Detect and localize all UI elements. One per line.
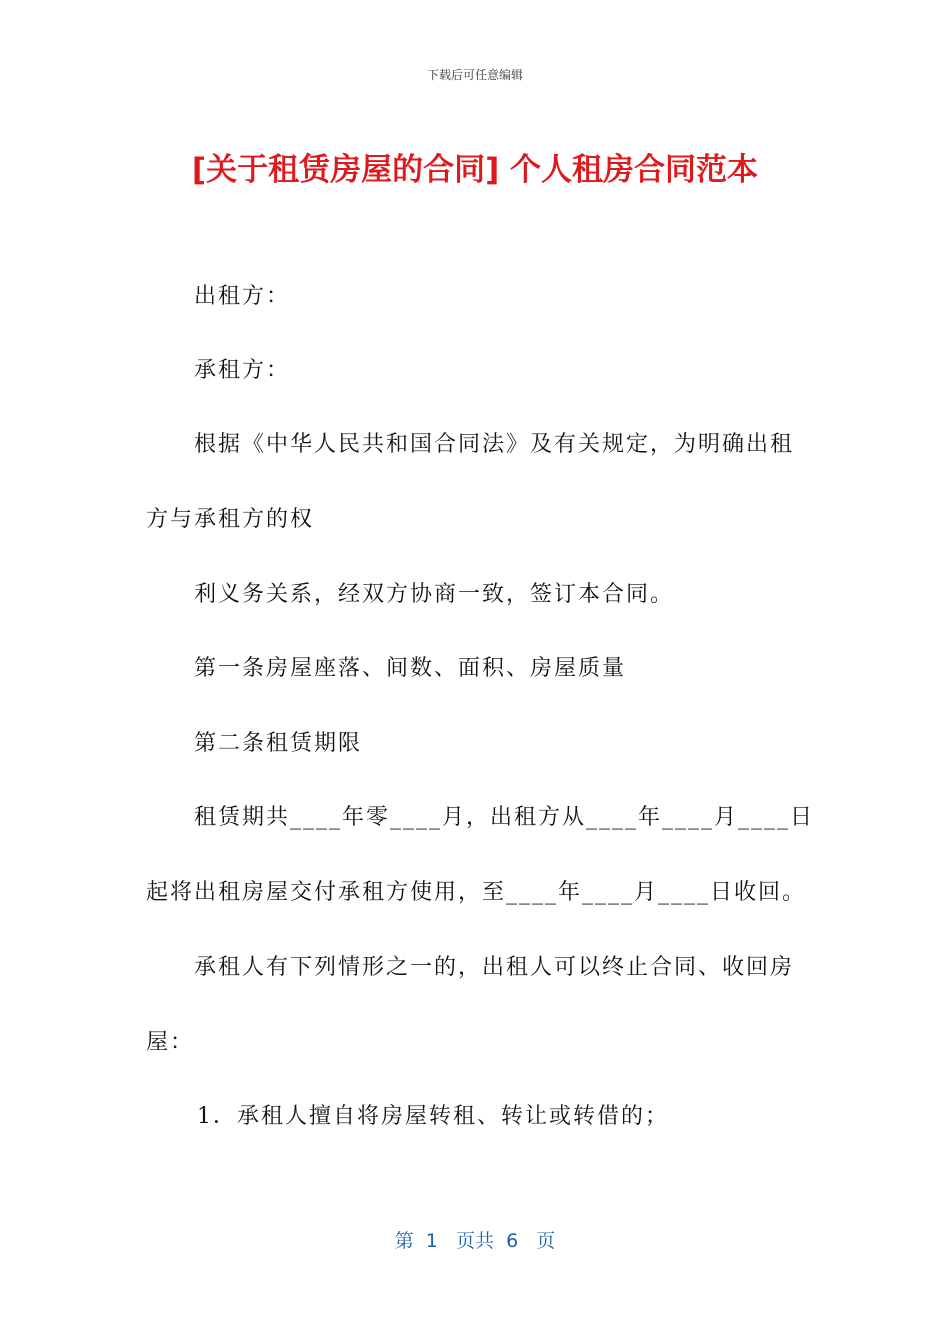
paragraph-termination-line1: 承租人有下列情形之一的，出租人可以终止合同、收回房: [194, 955, 795, 980]
paragraph-termination-line2: 屋：: [146, 1030, 195, 1055]
page-number-footer: 第 1 页共 6 页: [394, 1230, 556, 1252]
document-title: [关于租赁房屋的合同] 个人租房合同范本: [191, 152, 759, 188]
paragraph-term-line1: 租赁期共____年零____月，出租方从____年____月____日: [194, 805, 815, 830]
paragraph-lessor: 出租方：: [194, 284, 291, 309]
article-two-heading: 第二条租赁期限: [194, 731, 363, 756]
paragraph-term-line2: 起将出租房屋交付承租方使用，至____年____月____日收回。: [146, 880, 807, 905]
list-item-1: 1．承租人擅自将房屋转租、转让或转借的；: [197, 1104, 669, 1129]
header-note: 下载后可任意编辑: [426, 68, 523, 82]
paragraph-basis-line1: 根据《中华人民共和国合同法》及有关规定，为明确出租: [194, 432, 795, 457]
paragraph-lessee: 承租方：: [194, 358, 291, 383]
article-one-heading: 第一条房屋座落、间数、面积、房屋质量: [194, 656, 627, 681]
paragraph-basis-line2: 方与承租方的权: [146, 507, 315, 532]
paragraph-basis-line3: 利义务关系，经双方协商一致，签订本合同。: [194, 582, 675, 607]
